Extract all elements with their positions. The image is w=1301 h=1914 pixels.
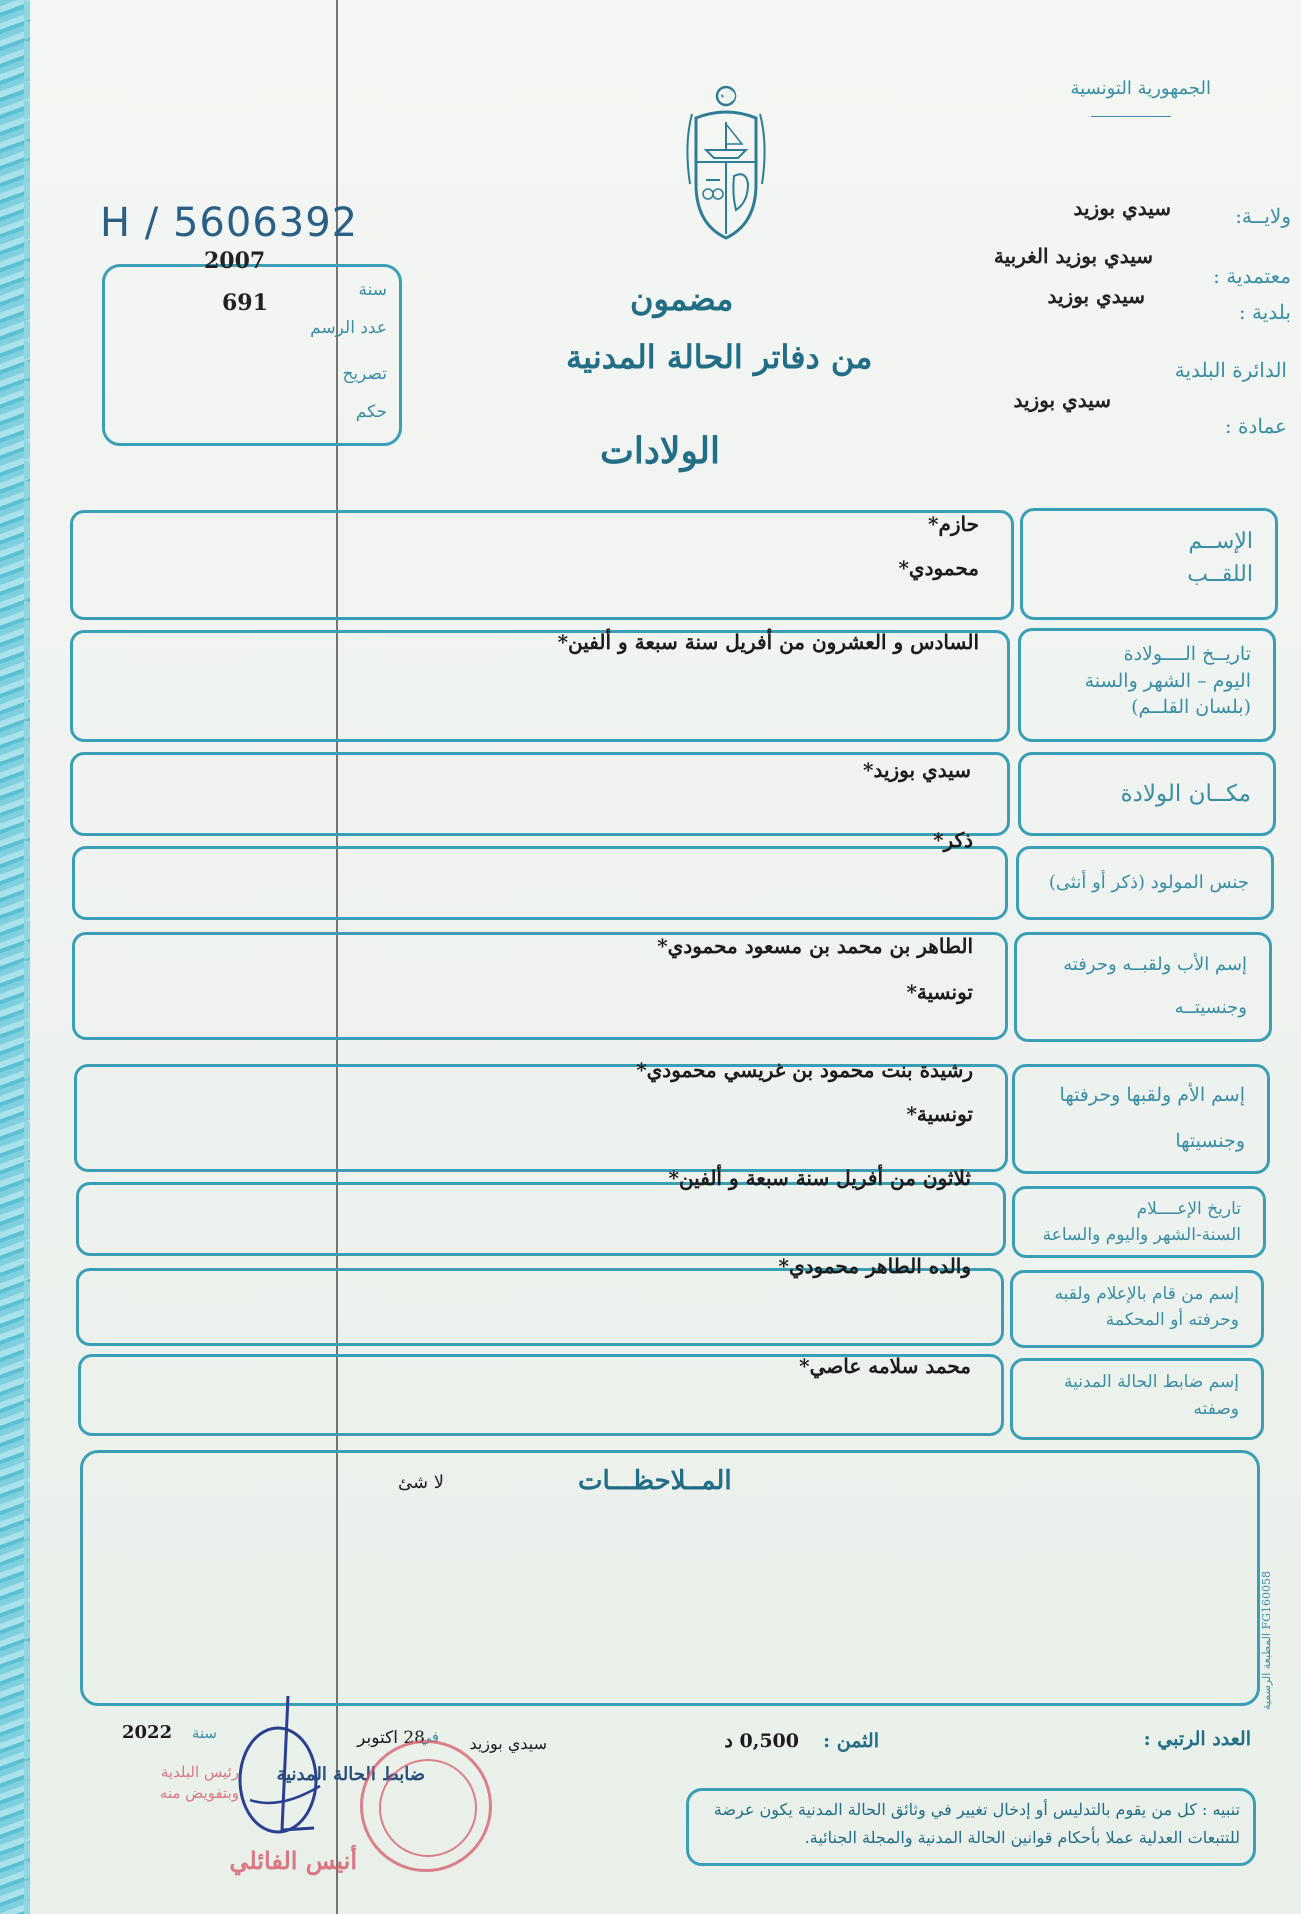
governorate-label: ولايــة: <box>1235 204 1291 228</box>
declarant-label: إسم من قام بالإعلام ولقبه <box>1054 1284 1239 1304</box>
first-name-label: الإســم <box>1188 529 1253 554</box>
mother-label: إسم الأم ولقبها وحرفتها <box>1059 1084 1245 1106</box>
sex-label: جنس المولود (ذكر أو أنثى) <box>1048 872 1249 893</box>
republic-underline <box>1091 116 1171 117</box>
notes-title: المــلاحظـــات <box>578 1466 732 1496</box>
municipality-label: بلدية : <box>1238 300 1291 324</box>
date-prefix: في <box>419 1728 439 1746</box>
municipal-district-label: الدائرة البلدية <box>1174 358 1287 382</box>
sector-label: عمادة : <box>1224 414 1287 438</box>
handwritten-signature <box>230 1690 340 1850</box>
father-label-box <box>1014 932 1272 1042</box>
coat-of-arms-icon <box>676 84 776 244</box>
register-number-label: عدد الرسم <box>310 318 387 338</box>
register-judgment-label: حكم <box>355 402 387 422</box>
republic-heading: الجمهورية التونسية <box>1070 78 1211 99</box>
declarant-occupation-label: وحرفته أو المحكمة <box>1105 1310 1239 1331</box>
municipality-value: سيدي بوزيد <box>1047 284 1145 308</box>
title-extract: مضمون <box>630 280 734 318</box>
declaration-date-label: تاريخ الإعــــلام <box>1136 1199 1241 1219</box>
surname-value: محمودي* <box>898 556 979 580</box>
register-number: 691 <box>222 290 268 316</box>
serial-number-label: العدد الرتبي : <box>1143 1728 1251 1750</box>
mother-nationality-label: وجنسيتها <box>1175 1129 1245 1152</box>
father-nationality-label: وجنسيتــه <box>1174 997 1247 1019</box>
declarant-value-box <box>76 1268 1004 1346</box>
register-declaration-label: تصريح <box>342 364 387 384</box>
title-civil-registers: من دفاتر الحالة المدنية <box>566 338 873 376</box>
officer-label: إسم ضابط الحالة المدنية <box>1064 1372 1239 1392</box>
declaration-date-label-box <box>1012 1186 1266 1258</box>
sex-value: ذكر* <box>933 828 973 852</box>
legal-notice-text: تنبيه : كل من يقوم بالتدليس أو إدخال تغيير في وثائق الحالة المدنية يكون عرضة للتتبعات العدلية عملا بأحكام قوانين الحالة المدنية والمجلة الجنائية. <box>713 1800 1240 1847</box>
governorate-value: سيدي بوزيد <box>1073 196 1171 220</box>
officer-signature-title: ضابط الحالة المدنية <box>276 1764 425 1785</box>
declarant-value: والده الطاهر محمودي* <box>778 1254 971 1278</box>
officer-value: محمد سلامه عاصي* <box>799 1354 971 1378</box>
name-label-box <box>1020 508 1278 620</box>
officer-label-box <box>1010 1358 1264 1440</box>
price-label: الثمن : <box>823 1730 879 1752</box>
sex-label-box <box>1016 846 1274 920</box>
birth-date-label: تاريــخ الــــولادة <box>1123 643 1251 665</box>
declaration-date-value: ثلاثون من أفريل سنة سبعة و ألفين* <box>668 1166 971 1190</box>
birth-date-value: السادس و العشرون من أفريل سنة سبعة و ألفين* <box>557 630 979 654</box>
official-round-seal <box>360 1740 492 1872</box>
delegation-value: سيدي بوزيد الغربية <box>993 244 1153 268</box>
birth-place-label-box <box>1018 752 1276 836</box>
name-value-box <box>70 510 1014 620</box>
notes-value: لا شئ <box>398 1472 445 1493</box>
issue-date: 28 اكتوبر <box>357 1728 425 1748</box>
mother-nationality-value: تونسية* <box>906 1102 973 1126</box>
official-name-stamp: أنيس الفائلي <box>229 1846 357 1875</box>
birth-date-in-words-label: (بلسان القلــم) <box>1131 696 1251 719</box>
register-year: 2007 <box>204 248 266 274</box>
sex-value-box <box>72 846 1008 920</box>
birth-place-value: سيدي بوزيد* <box>863 758 971 782</box>
mother-name-value: رشيدة بنت محمود بن غريسي محمودي* <box>636 1058 973 1082</box>
surname-label: اللقــب <box>1187 562 1253 587</box>
price-value: 0,500 د <box>724 1730 799 1752</box>
declarant-label-box <box>1010 1270 1264 1348</box>
register-year-label: سنة <box>358 280 387 300</box>
father-label: إسم الأب ولقبــه وحرفته <box>1063 954 1247 975</box>
printer-mark: المطبعة الرسمية FG160058 <box>1260 1570 1273 1710</box>
declaration-date-value-box <box>76 1182 1006 1256</box>
mother-label-box <box>1012 1064 1270 1174</box>
declaration-date-format-label: السنة-الشهر واليوم والساعة <box>1042 1224 1241 1245</box>
birth-date-label-box <box>1018 628 1276 742</box>
issue-year: 2022 <box>122 1722 173 1743</box>
title-births: الولادات <box>600 430 721 472</box>
birth-date-format-label: اليوم – الشهر والسنة <box>1084 669 1251 692</box>
officer-title-label: وصفته <box>1193 1399 1239 1420</box>
birth-place-label: مكــان الولادة <box>1120 781 1251 807</box>
father-name-value: الطاهر بن محمد بن مسعود محمودي* <box>657 934 973 958</box>
first-name-value: حازم* <box>928 512 979 536</box>
sector-value: سيدي بوزيد <box>1013 388 1111 412</box>
document-serial-number: H / 5606392 <box>100 200 359 246</box>
authorization-stamp: رئيس البلدية وبتفويض منه <box>159 1763 239 1802</box>
father-nationality-value: تونسية* <box>906 980 973 1004</box>
security-border <box>0 0 34 1914</box>
issue-place: سيدي بوزيد <box>469 1734 547 1753</box>
delegation-label: معتمدية : <box>1213 264 1291 288</box>
issue-year-label: سنة <box>191 1724 217 1742</box>
